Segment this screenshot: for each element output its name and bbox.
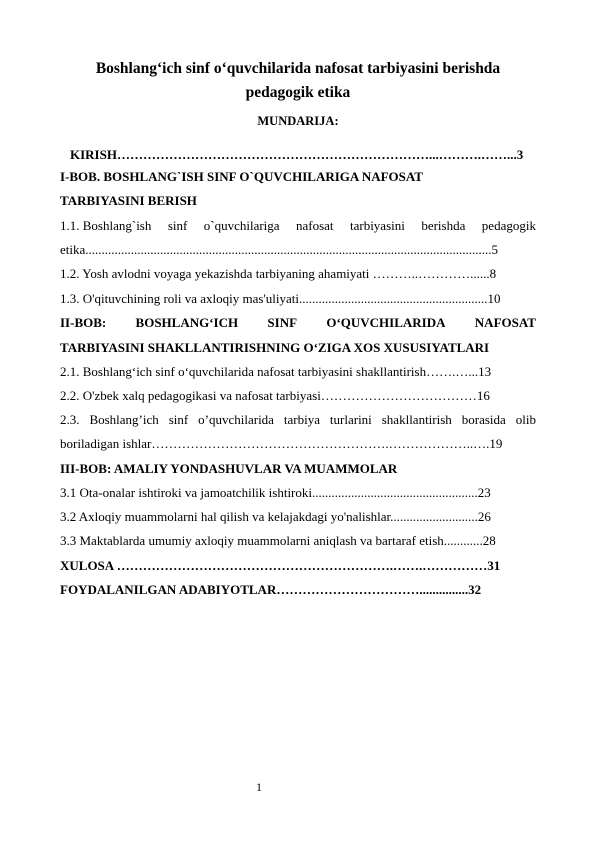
toc-chapter1-title-line2: TARBIYASINI BERISH: [60, 193, 197, 208]
toc-word: berishda: [421, 218, 466, 233]
toc-chapter2-title-line1: [60, 314, 536, 331]
toc-entry-kirish: KIRISH………………………………………………………………...……….……...3: [70, 147, 524, 162]
page-number: 1: [256, 780, 262, 794]
toc-word: tarbiya: [283, 412, 320, 427]
toc-word: o`quvchilariga: [203, 218, 280, 233]
toc-entry-3-1: 3.1 Ota-onalar ishtiroki va jamoatchilik ishtiroki...................................................23: [60, 485, 491, 500]
toc-word: borasida: [461, 412, 506, 427]
toc-entry-2-2: 2.2. O'zbek xalq pedagogikasi va nafosat tarbiyasi………………………………16: [60, 388, 490, 403]
document-title-line2: pedagogik etika: [245, 84, 351, 101]
toc-entry-3-2: 3.2 Axloqiy muammolarni hal qilish va kelajakdagi yo'nalishlar...........................26: [60, 509, 491, 524]
toc-word: tarbiyasini: [349, 218, 405, 233]
toc-entry-3-3: 3.3 Maktablarda umumiy axloqiy muammolarni aniqlash va bartaraf etish............28: [60, 533, 496, 548]
toc-word: turlarini: [329, 412, 372, 427]
toc-word: NAFOSAT: [474, 315, 536, 330]
toc-entry-1-1-line2: etika.............................................................................................................................5: [60, 242, 499, 257]
toc-word: olib: [515, 412, 536, 427]
toc-entry-1-3: 1.3. O'qituvchining roli va axloqiy mas'uliyati..........................................................10: [60, 291, 501, 306]
toc-word: sinf: [168, 412, 189, 427]
toc-word: Boshlang’ich: [89, 412, 159, 427]
toc-word: shakllantirish: [381, 412, 452, 427]
toc-entry-adabiyotlar: FOYDALANILGAN ADABIYOTLAR……………………………...............32: [60, 582, 482, 597]
toc-word: 2.3.: [60, 412, 80, 427]
document-title-line1: Boshlang‘ich sinf o‘quvchilarida nafosat tarbiyasini berishda: [95, 60, 501, 77]
toc-word: nafosat: [296, 218, 334, 233]
toc-chapter3-title: III-BOB: AMALIY YONDASHUVLAR VA MUAMMOLAR: [60, 461, 398, 476]
toc-word: BOSHLANG‘ICH: [135, 315, 239, 330]
toc-chapter2-title-line2: TARBIYASINI SHAKLLANTIRISHNING O‘ZIGA XOS XUSUSIYATLARI: [60, 340, 490, 355]
toc-word: sinf: [167, 218, 188, 233]
toc-word: pedagogik: [481, 218, 536, 233]
toc-entry-1-2: 1.2. Yosh avlodni voyaga yekazishda tarbiyaning ahamiyati ………..…………......8: [60, 266, 497, 281]
toc-entry-xulosa: XULOSA ……………………………………………………….…….……………31: [60, 558, 501, 573]
toc-word: o’quvchilarida: [198, 412, 274, 427]
toc-entry-1-1-line1: [60, 217, 536, 234]
toc-word: 1.1. Boshlang`ish: [60, 218, 152, 233]
contents-heading: MUNDARIJA:: [257, 114, 339, 128]
toc-word: SINF: [267, 315, 298, 330]
toc-entry-2-1: 2.1. Boshlang‘ich sinf o‘quvchilarida nafosat tarbiyasini shakllantirish…….…...13: [60, 364, 492, 379]
toc-entry-2-3-line1: [60, 411, 536, 428]
toc-chapter1-title-line1: I-BOB. BOSHLANG`ISH SINF O`QUVCHILARIGA NAFOSAT: [60, 169, 423, 184]
toc-word: II-BOB:: [60, 315, 107, 330]
toc-word: O‘QUVCHILARIDA: [326, 315, 446, 330]
toc-entry-2-3-line2: boriladigan ishlar……………………………………………….………………..….19: [60, 436, 503, 451]
